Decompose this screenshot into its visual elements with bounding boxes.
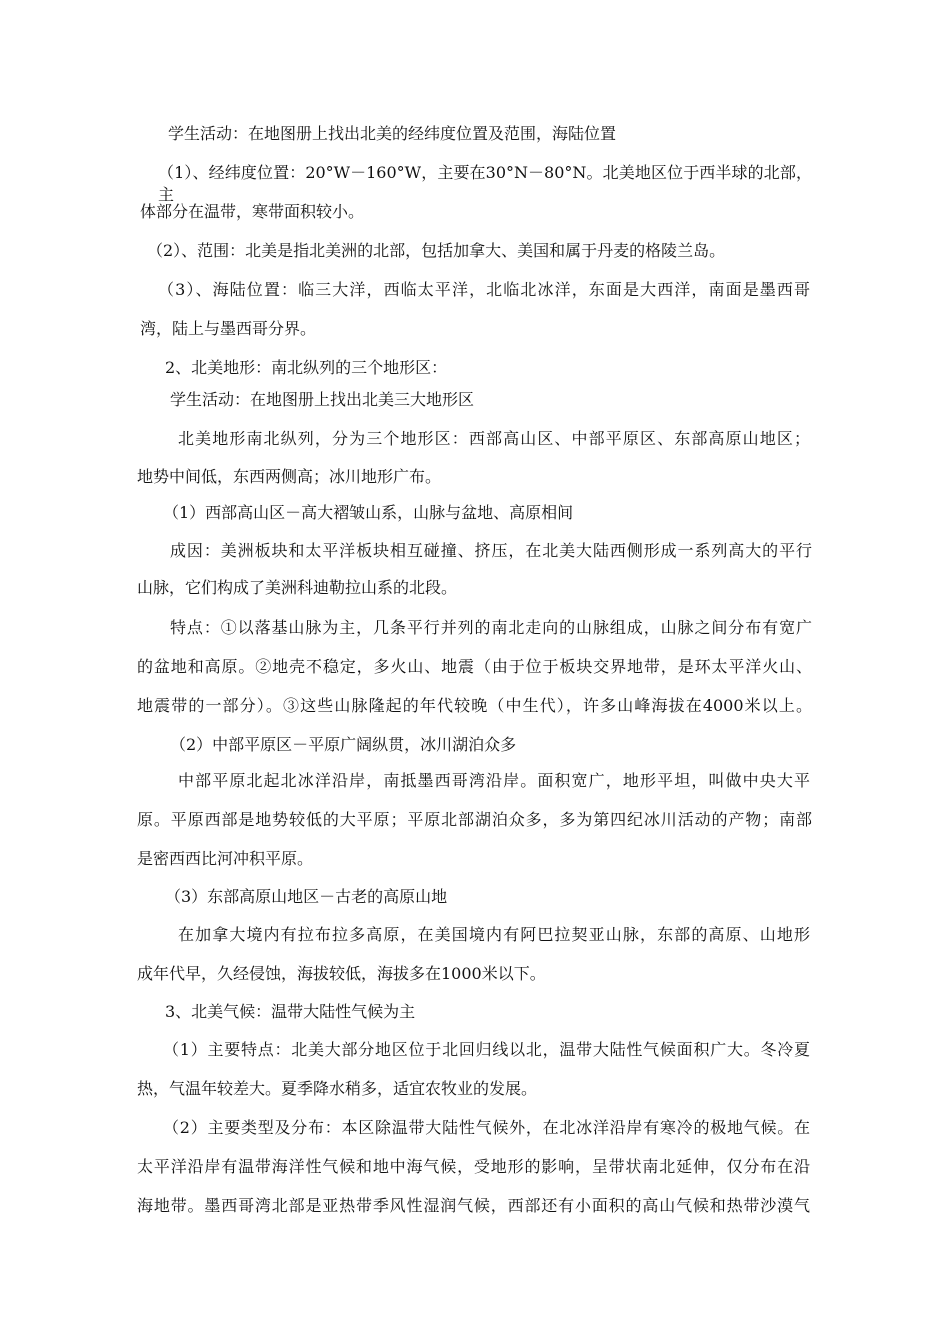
text-line: （1）主要特点：北美大部分地区位于北回归线以北，温带大陆性气候面积广大。冬冷夏 xyxy=(163,1040,810,1059)
text-line: 热，气温年较差大。夏季降水稍多，适宜农牧业的发展。 xyxy=(137,1079,538,1098)
text-line: 地震带的一部分）。③这些山脉隆起的年代较晚（中生代），许多山峰海拔在4000米以上。 xyxy=(137,696,812,715)
text-line: 成年代早，久经侵蚀，海拔较低，海拔多在1000米以下。 xyxy=(137,964,546,983)
text-line: 特点：①以落基山脉为主，几条平行并列的南北走向的山脉组成，山脉之间分布有宽广 xyxy=(170,618,812,637)
text-line: 学生活动：在地图册上找出北美的经纬度位置及范围，海陆位置 xyxy=(168,124,617,143)
text-line: 湾，陆上与墨西哥分界。 xyxy=(140,319,317,338)
text-line: （2）、范围：北美是指北美洲的北部，包括加拿大、美国和属于丹麦的格陵兰岛。 xyxy=(147,241,726,260)
section-heading: 2、北美地形：南北纵列的三个地形区： xyxy=(165,358,448,377)
text-line: 体部分在温带，寒带面积较小。 xyxy=(140,202,365,221)
text-line: 海地带。墨西哥湾北部是亚热带季风性湿润气候，西部还有小面积的高山气候和热带沙漠气 xyxy=(137,1196,810,1215)
subsection-heading: （2）中部平原区－平原广阔纵贯，冰川湖泊众多 xyxy=(170,735,517,754)
text-line: 在加拿大境内有拉布拉多高原，在美国境内有阿巴拉契亚山脉，东部的高原、山地形 xyxy=(178,925,810,944)
text-line: 中部平原北起北冰洋沿岸，南抵墨西哥湾沿岸。面积宽广，地形平坦，叫做中央大平 xyxy=(178,771,810,790)
text-line: 山脉，它们构成了美洲科迪勒拉山系的北段。 xyxy=(137,578,458,597)
text-line: （1）、经纬度位置：20°W－160°W，主要在30°N－80°N。北美地区位于西半球的北部，主 xyxy=(158,163,812,204)
subsection-heading: （3）东部高原山地区－古老的高原山地 xyxy=(165,887,448,906)
text-line: 的盆地和高原。②地壳不稳定，多火山、地震（由于位于板块交界地带，是环太平洋火山、 xyxy=(137,657,812,676)
text-line: 是密西西比河冲积平原。 xyxy=(137,849,314,868)
text-line: （3）、海陆位置：临三大洋，西临太平洋，北临北冰洋，东面是大西洋，南面是墨西哥 xyxy=(158,280,810,299)
text-line: 成因：美洲板块和太平洋板块相互碰撞、挤压，在北美大陆西侧形成一系列高大的平行 xyxy=(170,541,812,560)
text-line: 原。平原西部是地势较低的大平原；平原北部湖泊众多，多为第四纪冰川活动的产物；南部 xyxy=(137,810,812,829)
text-line: 太平洋沿岸有温带海洋性气候和地中海气候，受地形的影响，呈带状南北延伸，仅分布在沿 xyxy=(137,1157,810,1176)
text-line: 地势中间低，东西两侧高；冰川地形广布。 xyxy=(137,467,442,486)
text-line: （2）主要类型及分布：本区除温带大陆性气候外，在北冰洋沿岸有寒冷的极地气候。在 xyxy=(163,1118,810,1137)
text-line: 学生活动：在地图册上找出北美三大地形区 xyxy=(170,390,475,409)
section-heading: 3、北美气候：温带大陆性气候为主 xyxy=(165,1002,416,1021)
text-line: 北美地形南北纵列，分为三个地形区：西部高山区、中部平原区、东部高原山地区； xyxy=(178,429,810,448)
subsection-heading: （1）西部高山区－高大褶皱山系，山脉与盆地、高原相间 xyxy=(163,503,574,522)
